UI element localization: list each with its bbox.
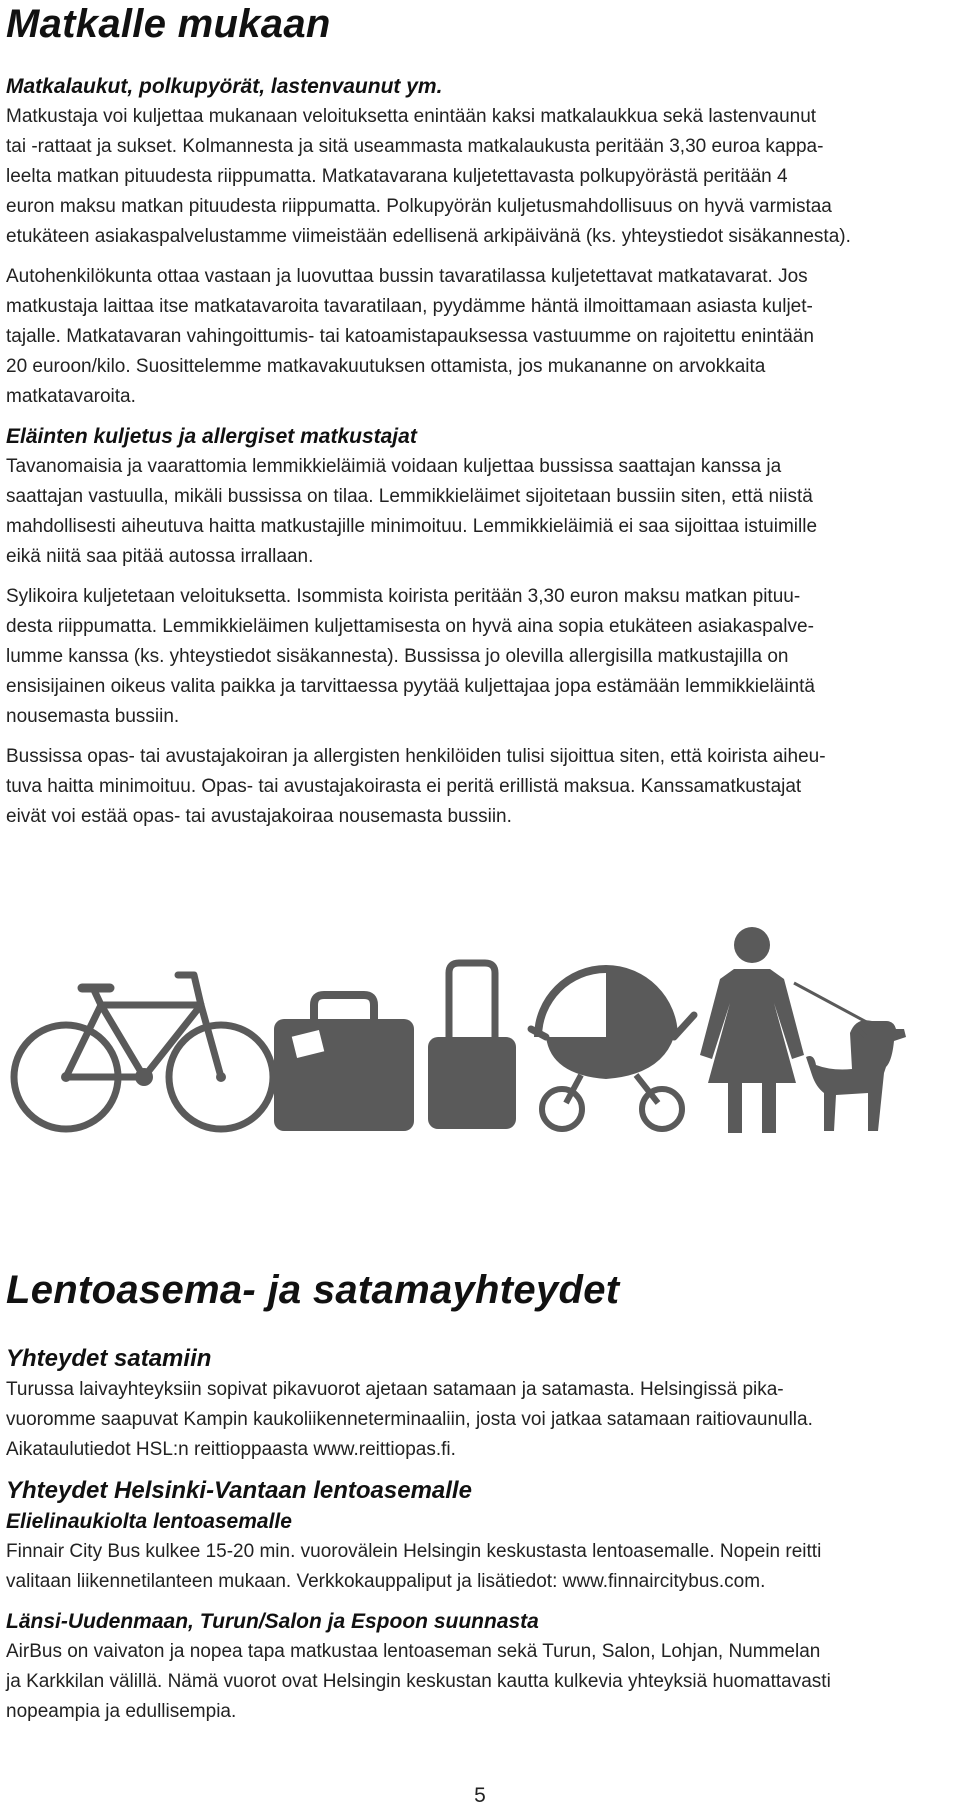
- text-line: Turussa laivayhteyksiin sopivat pikavuorot ajetaan satamaan ja satamasta. Helsingissä pika-: [6, 1379, 784, 1400]
- paragraph-harbours: [6, 1375, 831, 1465]
- section-luggage-and-pets: [6, 72, 851, 832]
- pram-icon: [531, 965, 694, 1129]
- dog-icon: [794, 983, 906, 1131]
- text-line: Autohenkilökunta ottaa vastaan ja luovuttaa bussin tavaratilassa kuljetettavat matkatavarat. Jos: [6, 266, 808, 287]
- text-line: tuva haitta minimoituu. Opas- tai avustajakoirasta ei peritä erillistä maksua. Kanssamatkustajat: [6, 776, 802, 797]
- paragraph-luggage-1: [6, 102, 851, 252]
- heading-harbours: Yhteydet satamiin: [6, 1345, 212, 1372]
- text-line: tajalle. Matkatavaran vahingoittumis- tai katoamistapauksessa vastuumme on rajoitettu enintään: [6, 326, 814, 347]
- travel-pictograms: [6, 925, 951, 1135]
- heading-luggage: Matkalaukut, polkupyörät, lastenvaunut ym.: [6, 75, 443, 98]
- text-line: eivät voi estää opas- tai avustajakoiraa nousemasta bussiin.: [6, 806, 512, 827]
- page-number: 5: [474, 1784, 486, 1807]
- subheading-west: Länsi-Uudenmaan, Turun/Salon ja Espoon suunnasta: [6, 1610, 539, 1633]
- text-line: 20 euroon/kilo. Suosittelemme matkavakuutuksen ottamista, jos mukananne on arvokkaita: [6, 356, 766, 377]
- text-line: leelta matkan pituudesta riippumatta. Matkatavarana kuljetettavasta polkupyörästä peritään 4: [6, 166, 788, 187]
- text-line: euron maksu matkan pituudesta riippumatta. Polkupyörän kuljetusmahdollisuus on hyvä varmistaa: [6, 196, 832, 217]
- text-line: Matkustaja voi kuljettaa mukanaan veloituksetta enintään kaksi matkalaukkua sekä lastenvaunut: [6, 106, 817, 127]
- text-line: eikä niitä saa pitää autossa irrallaan.: [6, 546, 314, 567]
- text-line: etukäteen asiakaspalvelustamme viimeistään edellisenä arkipäivänä (ks. yhteystiedot sisäkannesta).: [6, 226, 851, 247]
- text-line: Finnair City Bus kulkee 15-20 min. vuorovälein Helsingin keskustasta lentoasemalle. Nopein reitti: [6, 1541, 822, 1562]
- text-line: mahdollisesti aiheutuva haitta matkustajille minimoituu. Lemmikkieläimiä ei saa sijoittaa istuimille: [6, 516, 818, 537]
- text-line: matkatavaroita.: [6, 386, 136, 407]
- text-line: AirBus on vaivaton ja nopea tapa matkustaa lentoaseman sekä Turun, Salon, Lohjan, Nummelan: [6, 1641, 821, 1662]
- text-line: Tavanomaisia ja vaarattomia lemmikkieläimiä voidaan kuljettaa bussissa saattajan kanssa ja: [6, 456, 782, 477]
- text-line: valitaan liikennetilanteen mukaan. Verkkokauppaliput ja lisätiedot: www.finnaircitybus.com.: [6, 1571, 766, 1592]
- paragraph-pets-1: [6, 452, 851, 572]
- text-line: ja Karkkilan välillä. Nämä vuorot ovat Helsingin keskustan kautta kulkevia yhteyksiä huomattavasti: [6, 1671, 831, 1692]
- heading-pets: Eläinten kuljetus ja allergiset matkustajat: [6, 425, 417, 448]
- text-line: saattajan vastuulla, mikäli bussissa on tilaa. Lemmikkieläimet sijoitetaan bussiin siten, että niistä: [6, 486, 813, 507]
- text-line: nousemasta bussiin.: [6, 706, 180, 727]
- text-line: desta riippumatta. Lemmikkieläimen kuljettamisesta on hyvä aina sopia etukäteen asiakaspalve-: [6, 616, 814, 637]
- text-line: nopeampia ja edullisempia.: [6, 1701, 237, 1722]
- woman-icon: [700, 927, 804, 1133]
- text-line: Bussissa opas- tai avustajakoiran ja allergisten henkilöiden tulisi sijoittua siten, että koirista aiheu-: [6, 746, 826, 767]
- text-line: Sylikoira kuljetetaan veloituksetta. Isommista koirista peritään 3,30 euron maksu matkan pituu-: [6, 586, 801, 607]
- text-line: lumme kanssa (ks. yhteystiedot sisäkannesta). Bussissa jo olevilla allergisilla matkustajilla on: [6, 646, 789, 667]
- paragraph-pets-2: [6, 582, 851, 732]
- trolley-luggage-icon: [428, 963, 516, 1129]
- text-line: vuoromme saapuvat Kampin kaukoliikenneterminaaliin, josta voi jatkaa satamaan raitiovaunulla.: [6, 1409, 813, 1430]
- heading-airport: Yhteydet Helsinki-Vantaan lentoasemalle: [6, 1477, 472, 1504]
- paragraph-pets-3: [6, 742, 851, 832]
- text-line: ensisijainen oikeus valita paikka ja tarvittaessa pyytää kuljettajaa jopa estämään lemmikkieläintä: [6, 676, 815, 697]
- airport-title: Lentoasema- ja satamayhteydet: [6, 1268, 620, 1312]
- suitcase-icon: [274, 995, 414, 1131]
- text-line: tai -rattaat ja sukset. Kolmannesta ja sitä useammasta matkalaukusta peritään 3,30 euroa kappa-: [6, 136, 824, 157]
- text-line: Aikataulutiedot HSL:n reittioppaasta www.reittiopas.fi.: [6, 1439, 456, 1460]
- section-connections: [6, 1343, 831, 1727]
- text-line: matkustaja laittaa itse matkatavaroita tavaratilaan, pyydämme häntä ilmoittamaan asiasta kuljet-: [6, 296, 813, 317]
- paragraph-airbus: [6, 1637, 831, 1727]
- subheading-elielinaukio: Elielinaukiolta lentoasemalle: [6, 1510, 292, 1533]
- page-title: Matkalle mukaan: [6, 2, 331, 46]
- paragraph-luggage-2: [6, 262, 851, 412]
- paragraph-finnair-city-bus: [6, 1537, 831, 1597]
- bicycle-icon: [14, 975, 273, 1129]
